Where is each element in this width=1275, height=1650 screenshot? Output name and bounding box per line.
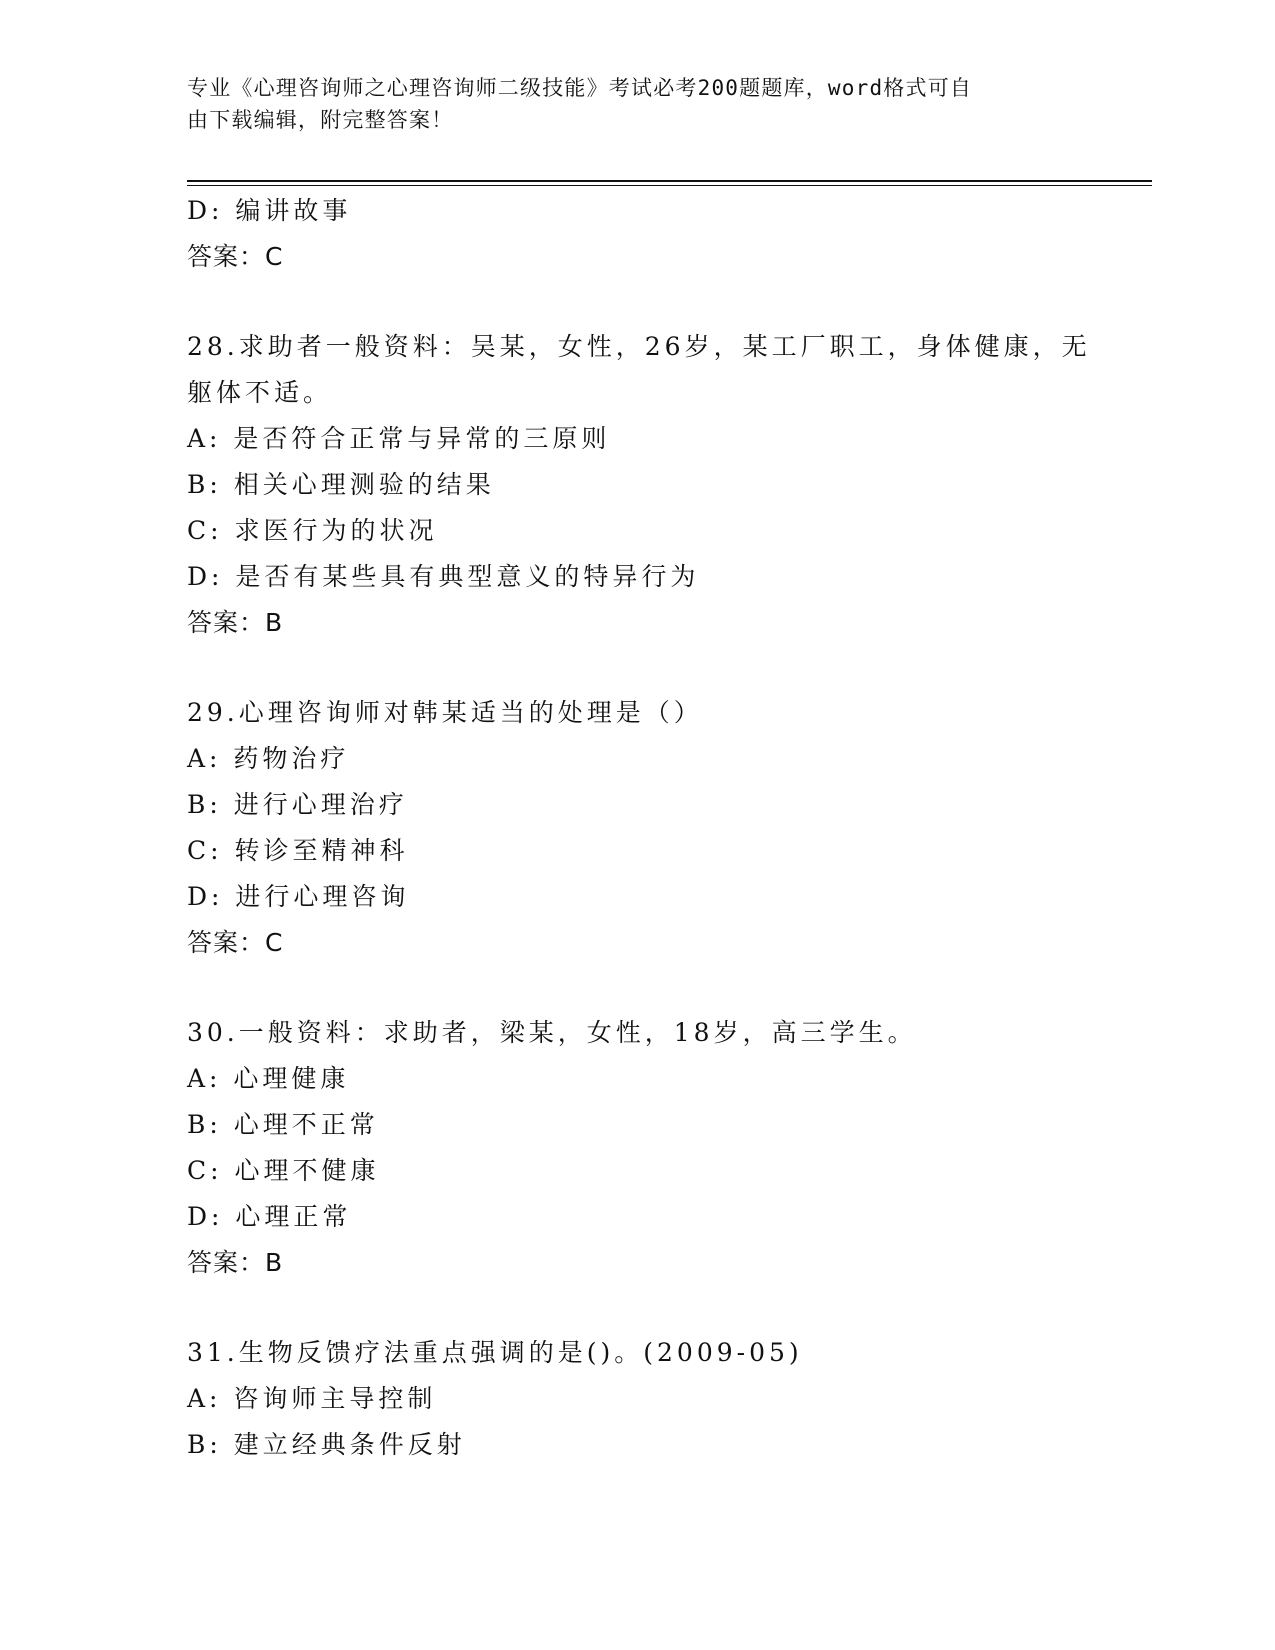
option-b: B: 建立经典条件反射 (187, 1430, 466, 1459)
option-c: C: 求医行为的状况 (187, 516, 438, 545)
document-header (187, 72, 1087, 136)
option-a: A: 是否符合正常与异常的三原则 (187, 424, 611, 453)
answer-line: 答案：B (187, 608, 284, 637)
answer-line: 答案：B (187, 1248, 284, 1277)
option-c: C: 心理不健康 (187, 1156, 380, 1185)
option-c: C: 转诊至精神科 (187, 836, 409, 865)
header-rule-thick (187, 180, 1152, 182)
option-b: B: 进行心理治疗 (187, 790, 408, 819)
question-stem-continued: 躯体不适。 (187, 378, 333, 407)
question-stem: 30.一般资料：求助者，梁某，女性，18岁，高三学生。 (187, 1018, 917, 1047)
option-a: A: 心理健康 (187, 1064, 350, 1093)
answer-line: 答案：C (187, 242, 284, 271)
question-stem: 29.心理咨询师对韩某适当的处理是（） (187, 698, 703, 727)
question-stem: 31.生物反馈疗法重点强调的是()。(2009-05) (187, 1338, 803, 1367)
question-30 (187, 1010, 1087, 1286)
question-31 (187, 1330, 1087, 1468)
option-a: A: 咨询师主导控制 (187, 1384, 437, 1413)
header-rule-thin (187, 185, 1152, 186)
option-a: A: 药物治疗 (187, 744, 350, 773)
option-d: D: 编讲故事 (187, 196, 352, 225)
question-stem: 28.求助者一般资料：吴某，女性，26岁，某工厂职工，身体健康，无 (187, 332, 1091, 361)
option-d: D: 进行心理咨询 (187, 882, 410, 911)
option-d: D: 是否有某些具有典型意义的特异行为 (187, 562, 700, 591)
question-29 (187, 690, 1087, 966)
header-line-1: 专业《心理咨询师之心理咨询师二级技能》考试必考200题题库，word格式可自 (187, 76, 973, 100)
answer-line: 答案：C (187, 928, 284, 957)
prev-question-tail (187, 188, 1087, 280)
header-line-2: 由下载编辑，附完整答案！ (187, 108, 454, 132)
option-b: B: 相关心理测验的结果 (187, 470, 495, 499)
option-d: D: 心理正常 (187, 1202, 352, 1231)
question-28 (187, 324, 1091, 646)
option-b: B: 心理不正常 (187, 1110, 379, 1139)
question-list (187, 188, 1091, 1468)
